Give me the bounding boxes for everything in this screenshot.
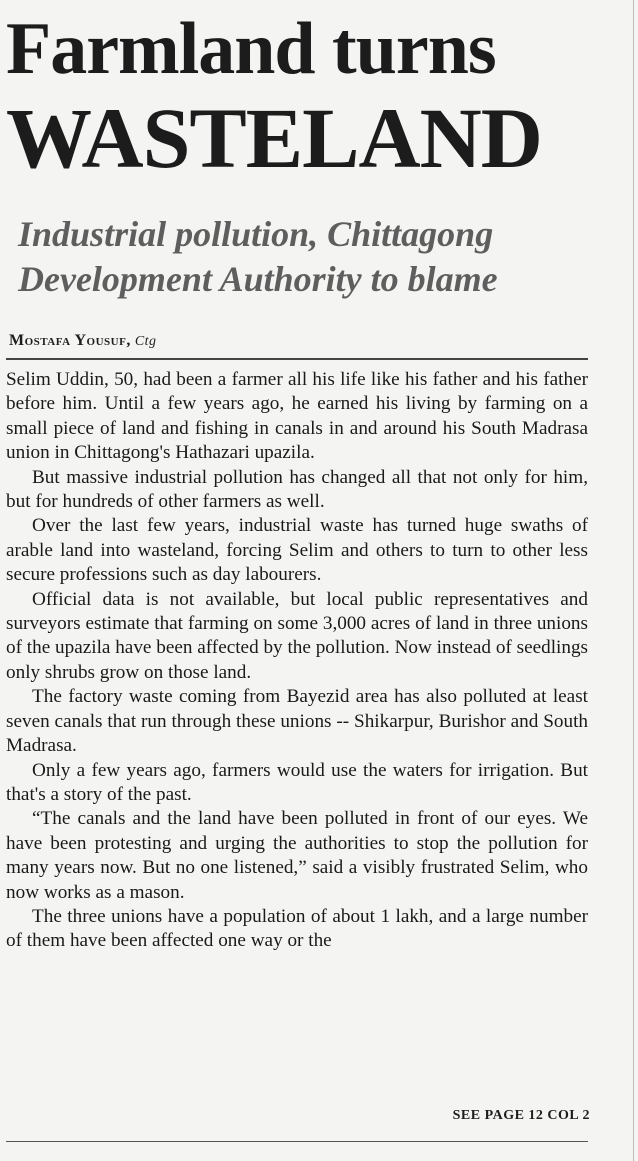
paragraph-8: The three unions have a population of about 1 lakh, and a large number of them have been affected one way or the: [6, 905, 588, 952]
subheadline: [18, 212, 618, 302]
paragraph-3: Over the last few years, industrial waste has turned huge swaths of arable land into wasteland, forcing Selim and others to turn to other less secure professions such as day labourers.: [6, 515, 588, 586]
page-edge-line: [633, 0, 634, 1161]
headline-line-2: WASTELAND: [6, 90, 542, 186]
paragraph-4: Official data is not available, but local public representatives and surveyors estimate that farming on some 3,000 acres of land in three unions of the upazila have been affected by the pollution. Now instead of seedlings only shrubs grow on those land.: [6, 588, 589, 683]
byline: [9, 332, 157, 350]
headline: [6, 6, 626, 184]
paragraph-2: But massive industrial pollution has changed all that not only for him, but for hundreds of other farmers as well.: [6, 466, 588, 513]
paragraph-5: The factory waste coming from Bayezid area has also polluted at least seven canals that run through these unions -- Shikarpur, Burishor and South Madrasa.: [6, 686, 588, 757]
byline-location: Ctg: [134, 334, 157, 349]
byline-divider: [6, 358, 588, 360]
continuation-jump: SEE PAGE 12 COL 2: [452, 1108, 590, 1123]
article-body: [6, 368, 588, 954]
paragraph-6: Only a few years ago, farmers would use the waters for irrigation. But that's a story of the past.: [6, 759, 588, 805]
paragraph-1: Selim Uddin, 50, had been a farmer all his life like his father and his father before him. Until a few years ago, he earned his living by farming on a small piece of land and fishing in canals in and around his South Madrasa union in Chittagong's Hathazari upazila.: [6, 369, 588, 464]
subheadline-line-2: Development Authority to blame: [18, 259, 498, 299]
paragraph-7: “The canals and the land have been polluted in front of our eyes. We have been protesting and urging the authorities to stop the pollution for many years now. But no one listened,” said a visibly frustrated Selim, who now works as a mason.: [6, 808, 588, 903]
headline-line-1: Farmland turns: [6, 8, 496, 90]
subheadline-line-1: Industrial pollution, Chittagong: [18, 214, 494, 254]
byline-author: Mostafa Yousuf,: [9, 332, 131, 349]
bottom-divider: [6, 1141, 588, 1142]
